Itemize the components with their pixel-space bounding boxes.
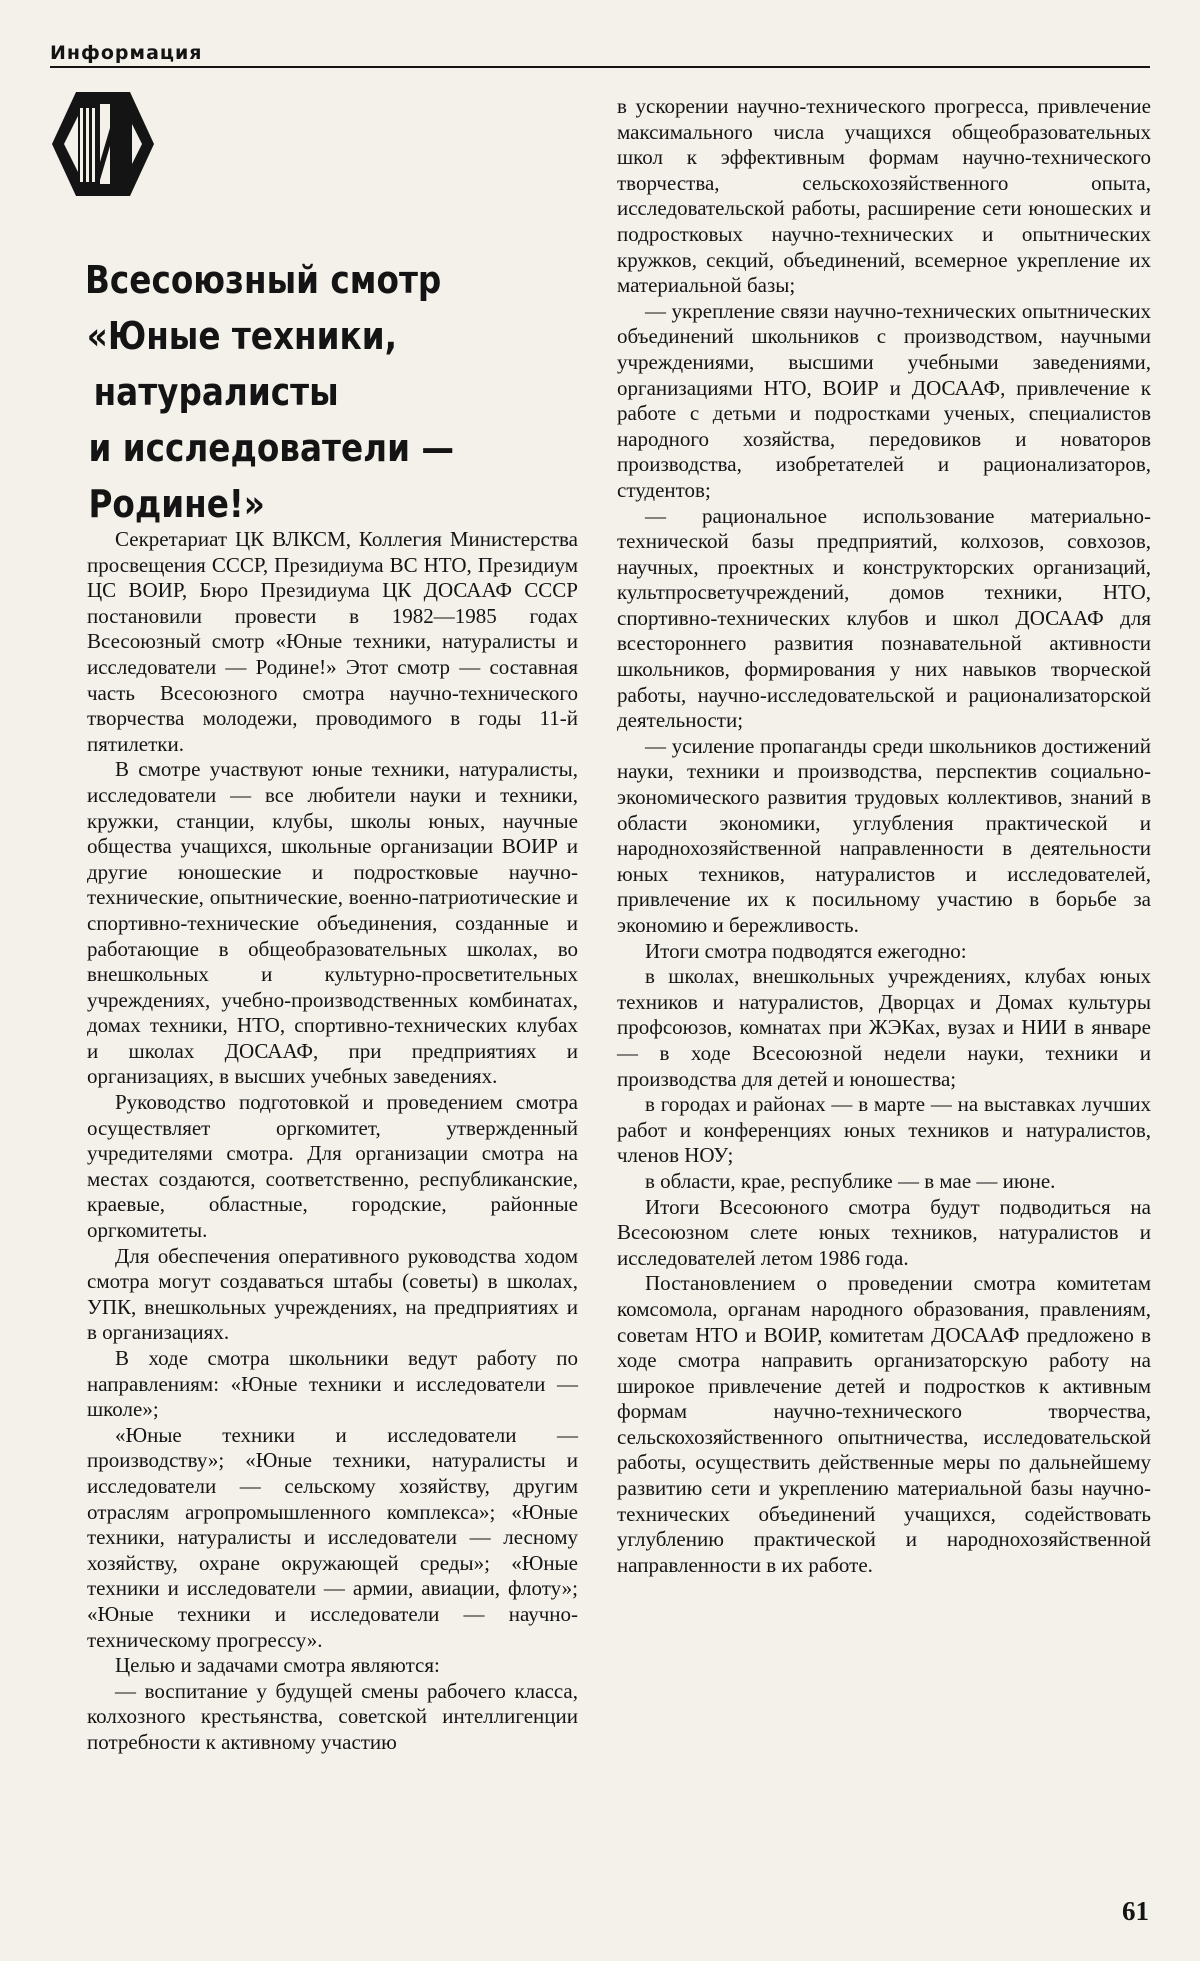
informatsiya-logo-icon: [48, 88, 158, 200]
page-number: 61: [1122, 1896, 1149, 1926]
paragraph: в области, крае, республике — в мае — июне.: [645, 1168, 1056, 1193]
paragraph: Постановлением о проведении смотра комитетам комсомола, органам народного образования, правлениям, советам НТО и ВОИР, комитетам ДОСААФ предложено в ходе смотра направить организаторскую работу на широкое привлечение детей и подростков к активным формам научно-технического творчества, сельскохозяйственного опытничества, исследовательской работы, осуществить действенные меры по дальнейшему развитию сети и укреплению материальной базы научно-технических объединений учащихся, содействовать углублению практической и народнохозяйственной направленности в их работе.: [617, 1271, 1151, 1577]
paragraph: — укрепление связи научно-технических опытнических объединений школьников с производством, научными учреждениями, высшими учебными заведениями, организациями НТО, ВОИР и ДОСААФ, привлечение к работе с детьми и подростками ученых, специалистов народного хозяйства, передовиков и новаторов производства, изобретателей и рационализаторов, студентов;: [617, 298, 1151, 502]
paragraph: Для обеспечения оперативного руководства ходом смотра могут создаваться штабы (советы) в школах, УПК, внешкольных учреждениях, на предприятиях и в организациях.: [87, 1243, 578, 1345]
paragraph: Итоги Всесоюного смотра будут подводиться на Всесоюзном слете юных техников, натуралистов и исследователей летом 1986 года.: [617, 1194, 1151, 1270]
paragraph: — воспитание у будущей смены рабочего класса, колхозного крестьянства, советской интеллигенции потребности к активному участию: [87, 1678, 578, 1754]
paragraph: Секретариат ЦК ВЛКСМ, Коллегия Министерства просвещения СССР, Президиума ВС НТО, Президиум ЦС ВОИР, Бюро Президиума ЦК ДОСААФ СССР постановили провести в 1982—1985 годах Всесоюзный смотр «Юные техники, натуралисты и исследователи — Родине!» Этот смотр — составная часть Всесоюзного смотра научно-технического творчества молодежи, проводимого в годы 11-й пятилетки.: [87, 527, 578, 756]
page-header: [50, 38, 1150, 68]
title-line: натуралисты: [93, 370, 339, 414]
paragraph: Итоги смотра подводятся ежегодно:: [645, 938, 967, 963]
paragraph: в школах, внешкольных учреждениях, клубах юных техников и натуралистов, Дворцах и Домах культуры профсоюзов, комнатах при ЖЭКах, вузах и НИИ в январе — в ходе Всесоюзной недели науки, техники и производства для детей и юношества;: [617, 964, 1151, 1091]
right-column: [617, 94, 1151, 1578]
paragraph: В смотре участвуют юные техники, натуралисты, исследователи — все любители науки и техники, кружки, станции, клубы, школы юных, научные общества учащихся, школьные организации ВОИР и другие юношеские и подростковые научно-технические, опытнические, военно-патриотические и спортивно-технические объединения, созданные и работающие в общеобразовательных школах, во внешкольных и культурно-просветительных учреждениях, учебно-производственных комбинатах, домах техники, НТО, спортивно-технических клубах и школах ДОСААФ, при предприятиях и организациях, в высших учебных заведениях.: [87, 757, 578, 1089]
title-line: «Юные техники,: [86, 314, 398, 358]
paragraph: в ускорении научно-технического прогресса, привлечение максимального числа учащихся общеобразовательных школ к эффективным формам научно-технического творчества, сельскохозяйственного опыта, исследовательской работы, расширение сети юношеских и подростковых научно-технических и опытнических кружков, секций, объединений, всемерное укрепление их материальной базы;: [617, 94, 1151, 298]
paragraph: — усиление пропаганды среди школьников достижений науки, техники и производства, перспектив социально-экономического развития трудовых коллективов, знаний в области экономики, углубления практической и народнохозяйственной направленности в деятельности юных техников, натуралистов и исследователей, привлечение их к посильному участию в борьбе за экономию и бережливость.: [617, 733, 1151, 937]
paragraph: — рациональное использование материально-технической базы предприятий, колхозов, совхозов, научных, проектных и конструкторских организаций, культпросветучреждений, домов техники, НТО, спортивно-технических клубов и школ ДОСААФ для всестороннего развития познавательной активности школьников, формирования у них навыков творческой работы, научно-исследовательской и рационализаторской деятельности;: [617, 503, 1151, 733]
title-line: и исследователи — Родине!»: [88, 426, 455, 526]
title-line: Всесоюзный смотр: [85, 258, 442, 302]
article-title: [85, 252, 532, 532]
paragraph: «Юные техники и исследователи — производству»; «Юные техники, натуралисты и исследователи — сельскому хозяйству, другим отраслям агропромышленного комплекса»; «Юные техники, натуралисты и исследователи — лесному хозяйству, охране окружающей среды»; «Юные техники и исследователи — армии, авиации, флоту»; «Юные техники и исследователи — научно-техническому прогрессу».: [87, 1422, 578, 1652]
paragraph: Руководство подготовкой и проведением смотра осуществляет оргкомитет, утвержденный учредителями смотра. Для организации смотра на местах создаются, соответственно, республиканские, краевые, областные, городские, районные оргкомитеты.: [87, 1090, 578, 1243]
left-column: [87, 527, 578, 1756]
paragraph: в городах и районах — в марте — на выставках лучших работ и конференциях юных техников и натуралистов, членов НОУ;: [617, 1092, 1151, 1168]
paragraph: В ходе смотра школьники ведут работу по направлениям: «Юные техники и исследователи — школе»;: [87, 1346, 578, 1422]
section-label: Информация: [50, 42, 203, 64]
paragraph: Целью и задачами смотра являются:: [115, 1653, 440, 1678]
